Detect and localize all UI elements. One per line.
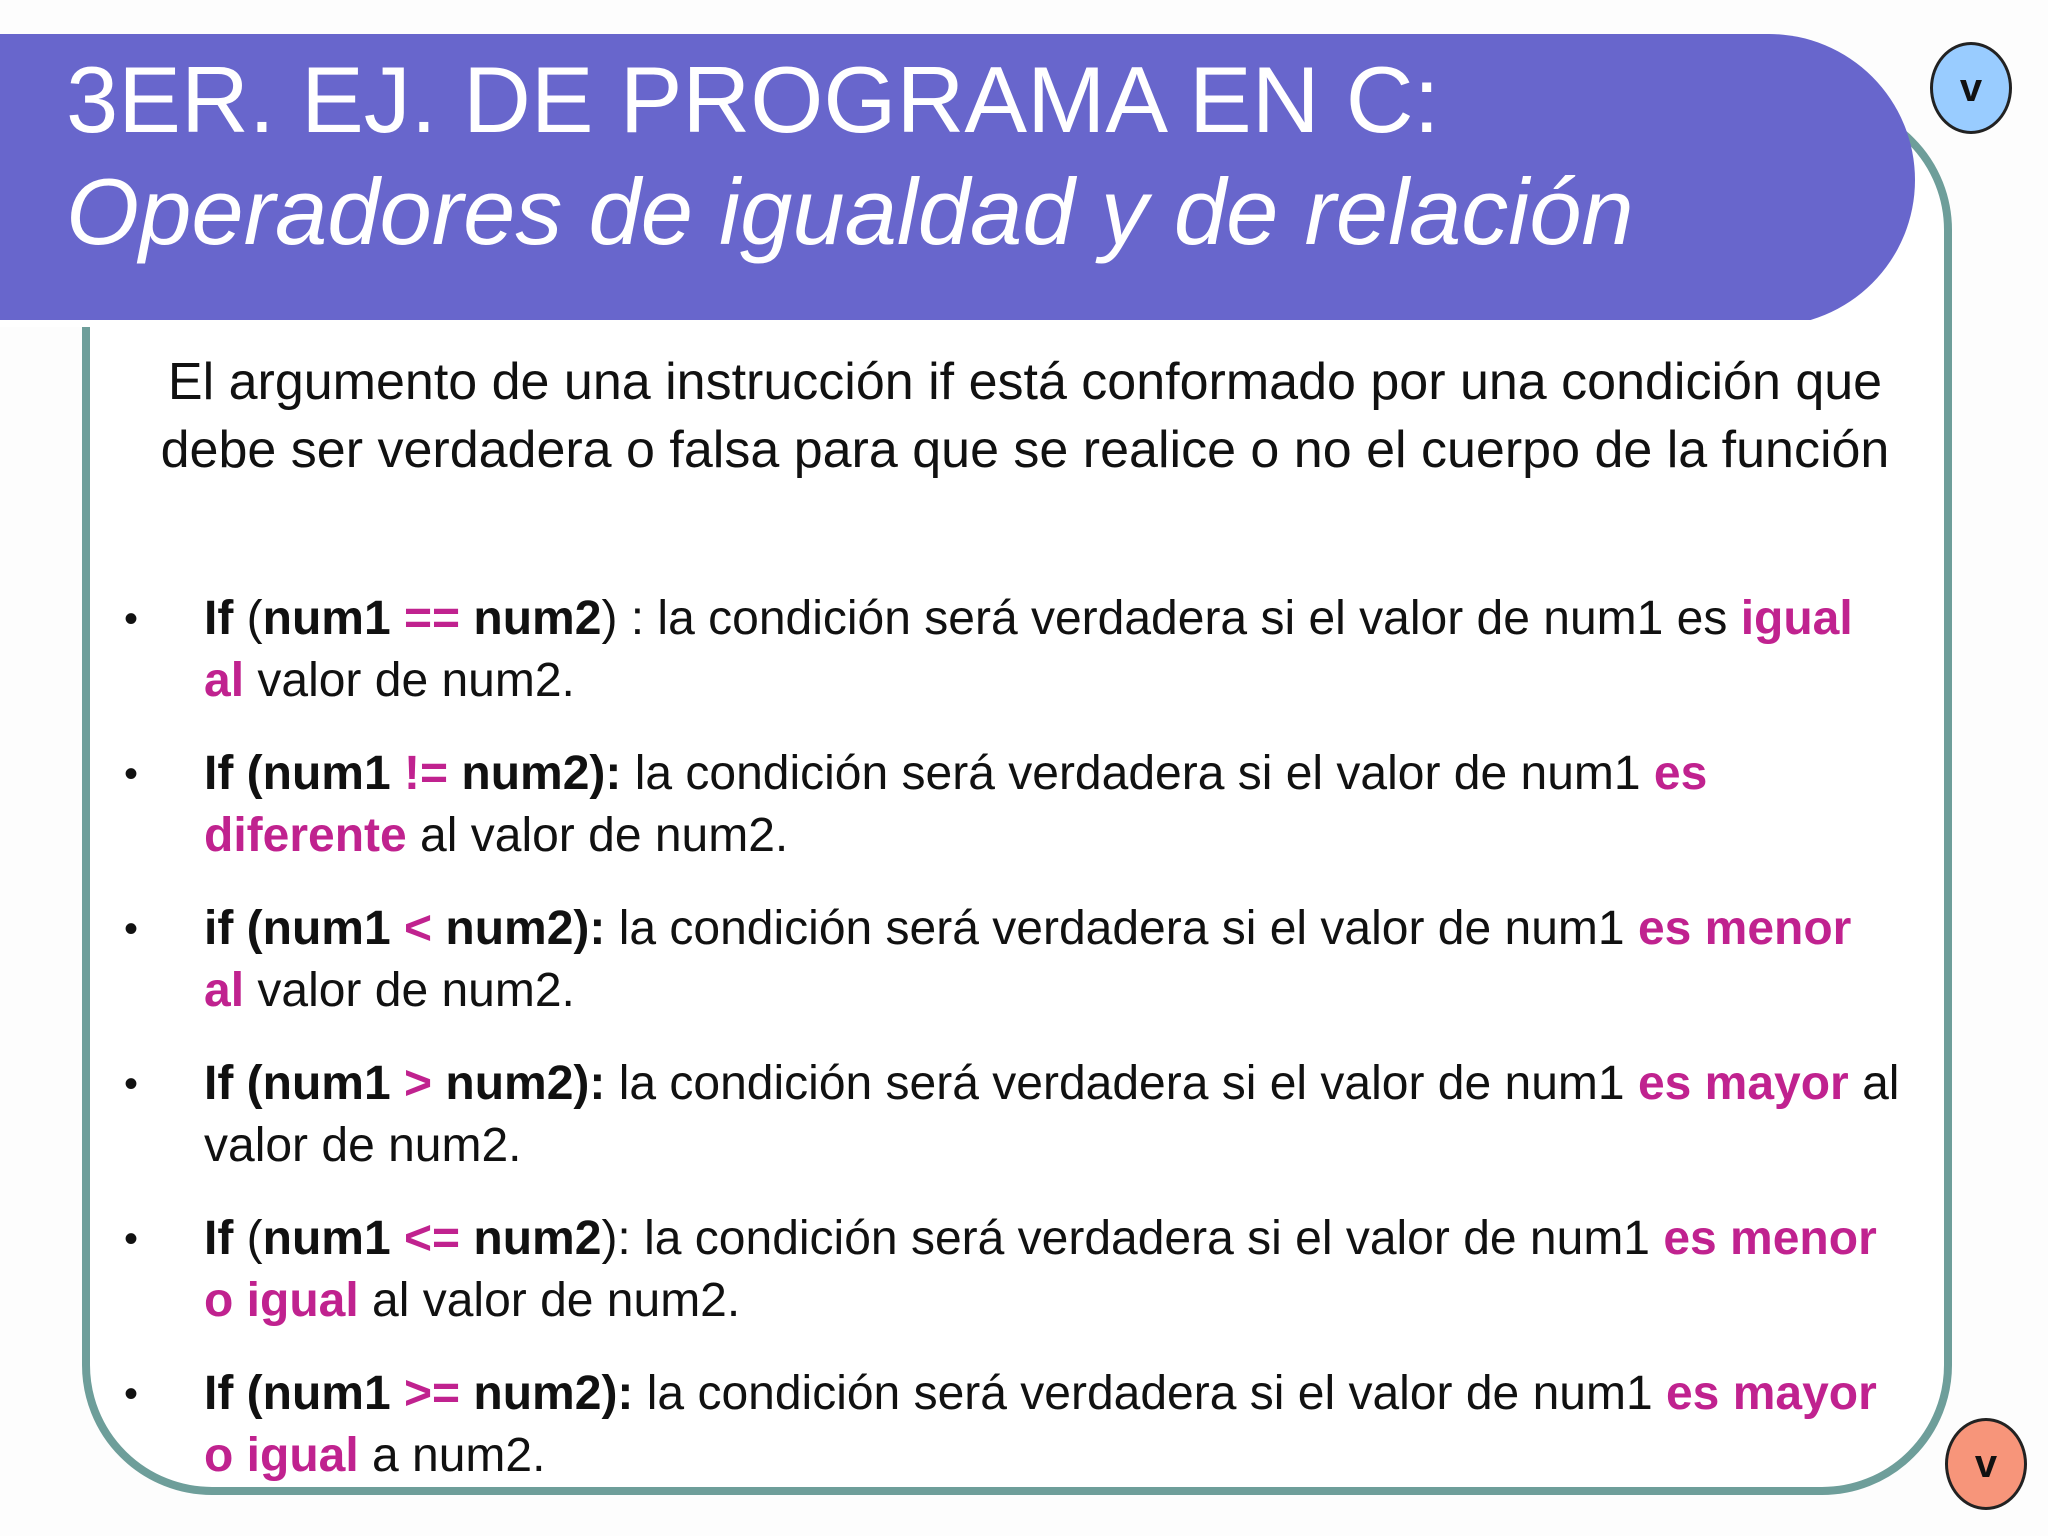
operand-right: num2 — [460, 1367, 602, 1420]
description-end: al valor de num2. — [358, 1274, 741, 1327]
bullet-icon: • — [124, 1062, 139, 1106]
highlight-text: igual al — [204, 592, 1853, 707]
bullet-icon: • — [124, 907, 139, 951]
operator: == — [404, 592, 461, 645]
operand-right: num2 — [448, 747, 590, 800]
intro-paragraph: El argumento de una instrucción if está conformado por una condición que debe ser verdadera o falsa para que se realice o no el cuerpo de la función — [160, 353, 1890, 479]
description-end: a num2. — [358, 1429, 546, 1482]
list-item-less-or-equal — [120, 1208, 1900, 1332]
operand-right: num2 — [432, 1057, 574, 1110]
keyword: If — [204, 1367, 234, 1420]
list-item-greater-than — [120, 1053, 1900, 1177]
list-item-equal — [120, 588, 1900, 712]
description-text: la condición será verdadera si el valor de num1 — [621, 747, 1654, 800]
nav-button-top[interactable]: v — [1930, 42, 2012, 134]
bullet-icon: • — [124, 752, 139, 796]
operator: <= — [404, 1212, 461, 1265]
nav-button-bottom[interactable]: v — [1945, 1418, 2027, 1510]
description-text: la condición será verdadera si el valor de num1 — [630, 1212, 1664, 1265]
description-text: la condición será verdadera si el valor de num1 — [633, 1367, 1666, 1420]
keyword: If — [204, 747, 234, 800]
keyword: If — [204, 1057, 234, 1110]
operand-right: num2 — [432, 902, 574, 955]
paren-open: ( — [233, 1057, 263, 1110]
paren-open: ( — [233, 592, 263, 645]
keyword: If — [204, 1212, 234, 1265]
description-end: valor de num2. — [244, 964, 575, 1017]
operand-right: num2 — [460, 1212, 602, 1265]
operator: >= — [404, 1367, 461, 1420]
highlight-text: es menor al — [204, 902, 1852, 1017]
list-item-greater-or-equal — [120, 1363, 1900, 1487]
paren-open: ( — [233, 1212, 263, 1265]
slide-title: 3ER. EJ. DE PROGRAMA EN C: — [66, 47, 1440, 152]
operand-left: num1 — [262, 902, 405, 955]
description-end: valor de num2. — [244, 654, 575, 707]
description-end: al valor de num2. — [204, 1057, 1900, 1172]
highlight-text: es diferente — [204, 747, 1708, 862]
paren-open: ( — [233, 747, 263, 800]
highlight-text: es mayor — [1637, 1057, 1849, 1110]
description-text: la condición será verdadera si el valor de num1 — [605, 1057, 1638, 1110]
operand-right: num2 — [460, 592, 602, 645]
operator: != — [404, 747, 449, 800]
slide-subtitle: Operadores de igualdad y de relación — [66, 159, 1634, 264]
paren-open: ( — [233, 902, 263, 955]
keyword: If — [204, 592, 234, 645]
operand-left: num1 — [262, 1367, 405, 1420]
paren-close: ): — [573, 902, 606, 955]
operator: > — [404, 1057, 433, 1110]
operand-left: num1 — [262, 1212, 405, 1265]
highlight-text: es mayor o igual — [204, 1367, 1877, 1482]
operator-list — [120, 588, 1900, 1487]
paren-close: ): — [573, 1057, 606, 1110]
paren-close: ) — [601, 592, 618, 645]
highlight-text: es menor o igual — [204, 1212, 1877, 1327]
paren-open: ( — [233, 1367, 263, 1420]
bullet-icon: • — [124, 597, 139, 641]
paren-close: ): — [589, 747, 622, 800]
operand-left: num1 — [262, 1057, 405, 1110]
list-item-less-than — [120, 898, 1900, 1022]
operand-left: num1 — [262, 747, 405, 800]
operand-left: num1 — [262, 592, 405, 645]
bullet-icon: • — [124, 1217, 139, 1261]
paren-close: ): — [601, 1212, 631, 1265]
description-text: la condición será verdadera si el valor de num1 — [605, 902, 1638, 955]
description-end: al valor de num2. — [406, 809, 789, 862]
operator: < — [404, 902, 433, 955]
bullet-icon: • — [124, 1372, 139, 1416]
title-underline — [0, 320, 1816, 327]
paren-close: ): — [601, 1367, 634, 1420]
keyword: if — [204, 902, 234, 955]
list-item-not-equal — [120, 743, 1900, 867]
description-text: : la condición será verdadera si el valor de num1 es — [617, 592, 1741, 645]
